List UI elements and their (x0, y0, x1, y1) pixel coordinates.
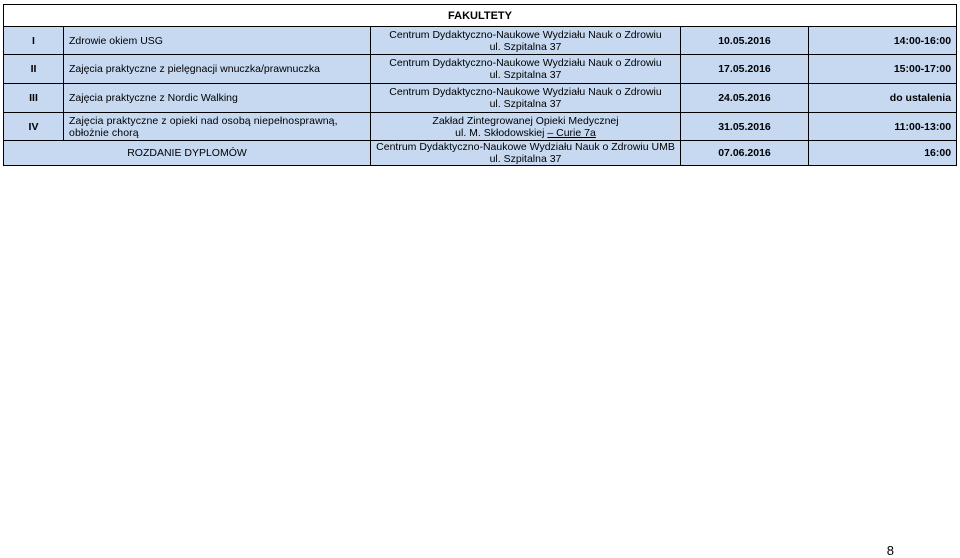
place-line: Centrum Dydaktyczno-Naukowe Wydziału Nauk o Zdrowiu UMB (376, 141, 675, 153)
subject-cell (64, 113, 371, 141)
date-cell: 31.05.2016 (681, 113, 809, 141)
row-number: III (4, 84, 64, 113)
subject-line: Zajęcia praktyczne z opieki nad osobą niepełnosprawną, (69, 114, 338, 127)
place-line: Centrum Dydaktyczno-Naukowe Wydziału Nauk o Zdrowiu (389, 57, 662, 69)
place-cell (371, 113, 681, 141)
place-line: Centrum Dydaktyczno-Naukowe Wydziału Nauk o Zdrowiu (389, 86, 662, 98)
place-line: ul. Szpitalna 37 (489, 153, 562, 165)
place-street: ul. M. Skłodowskiej (455, 126, 548, 139)
place-cell (371, 55, 681, 84)
date-cell: 24.05.2016 (681, 84, 809, 113)
row-number: I (4, 27, 64, 55)
place-line: Zakład Zintegrowanej Opieki Medycznej (432, 114, 619, 127)
date-cell: 17.05.2016 (681, 55, 809, 84)
subject-cell: Zajęcia praktyczne z pielęgnacji wnuczka/prawnuczka (64, 55, 371, 84)
place-line: ul. Szpitalna 37 (489, 69, 562, 81)
diploma-row (4, 141, 957, 166)
time-cell: 14:00-16:00 (809, 27, 957, 55)
header-row (4, 5, 957, 27)
subject-line: obłożnie chorą (69, 126, 139, 139)
subject-cell: Zajęcia praktyczne z Nordic Walking (64, 84, 371, 113)
diploma-label: ROZDANIE DYPLOMÓW (4, 141, 371, 166)
time-cell: 16:00 (809, 141, 957, 166)
table-row (4, 27, 957, 55)
page-number: 8 (886, 543, 894, 558)
time-cell: do ustalenia (809, 84, 957, 113)
date-cell: 07.06.2016 (681, 141, 809, 166)
place-cell (371, 84, 681, 113)
place-line: ul. Szpitalna 37 (489, 98, 562, 110)
place-line: Centrum Dydaktyczno-Naukowe Wydziału Nauk o Zdrowiu (389, 28, 662, 41)
row-number: II (4, 55, 64, 84)
time-cell: 15:00-17:00 (809, 55, 957, 84)
table-row (4, 113, 957, 141)
table-row (4, 84, 957, 113)
date-cell: 10.05.2016 (681, 27, 809, 55)
place-cell (371, 141, 681, 166)
place-cell (371, 27, 681, 55)
place-street-suffix: – Curie 7a (547, 126, 596, 139)
table-row (4, 55, 957, 84)
subject-cell: Zdrowie okiem USG (64, 27, 371, 55)
schedule-table (3, 4, 957, 166)
time-cell: 11:00-13:00 (809, 113, 957, 141)
row-number: IV (4, 113, 64, 141)
table-header: FAKULTETY (4, 5, 957, 27)
place-line (376, 127, 675, 139)
place-line: ul. Szpitalna 37 (489, 40, 562, 53)
